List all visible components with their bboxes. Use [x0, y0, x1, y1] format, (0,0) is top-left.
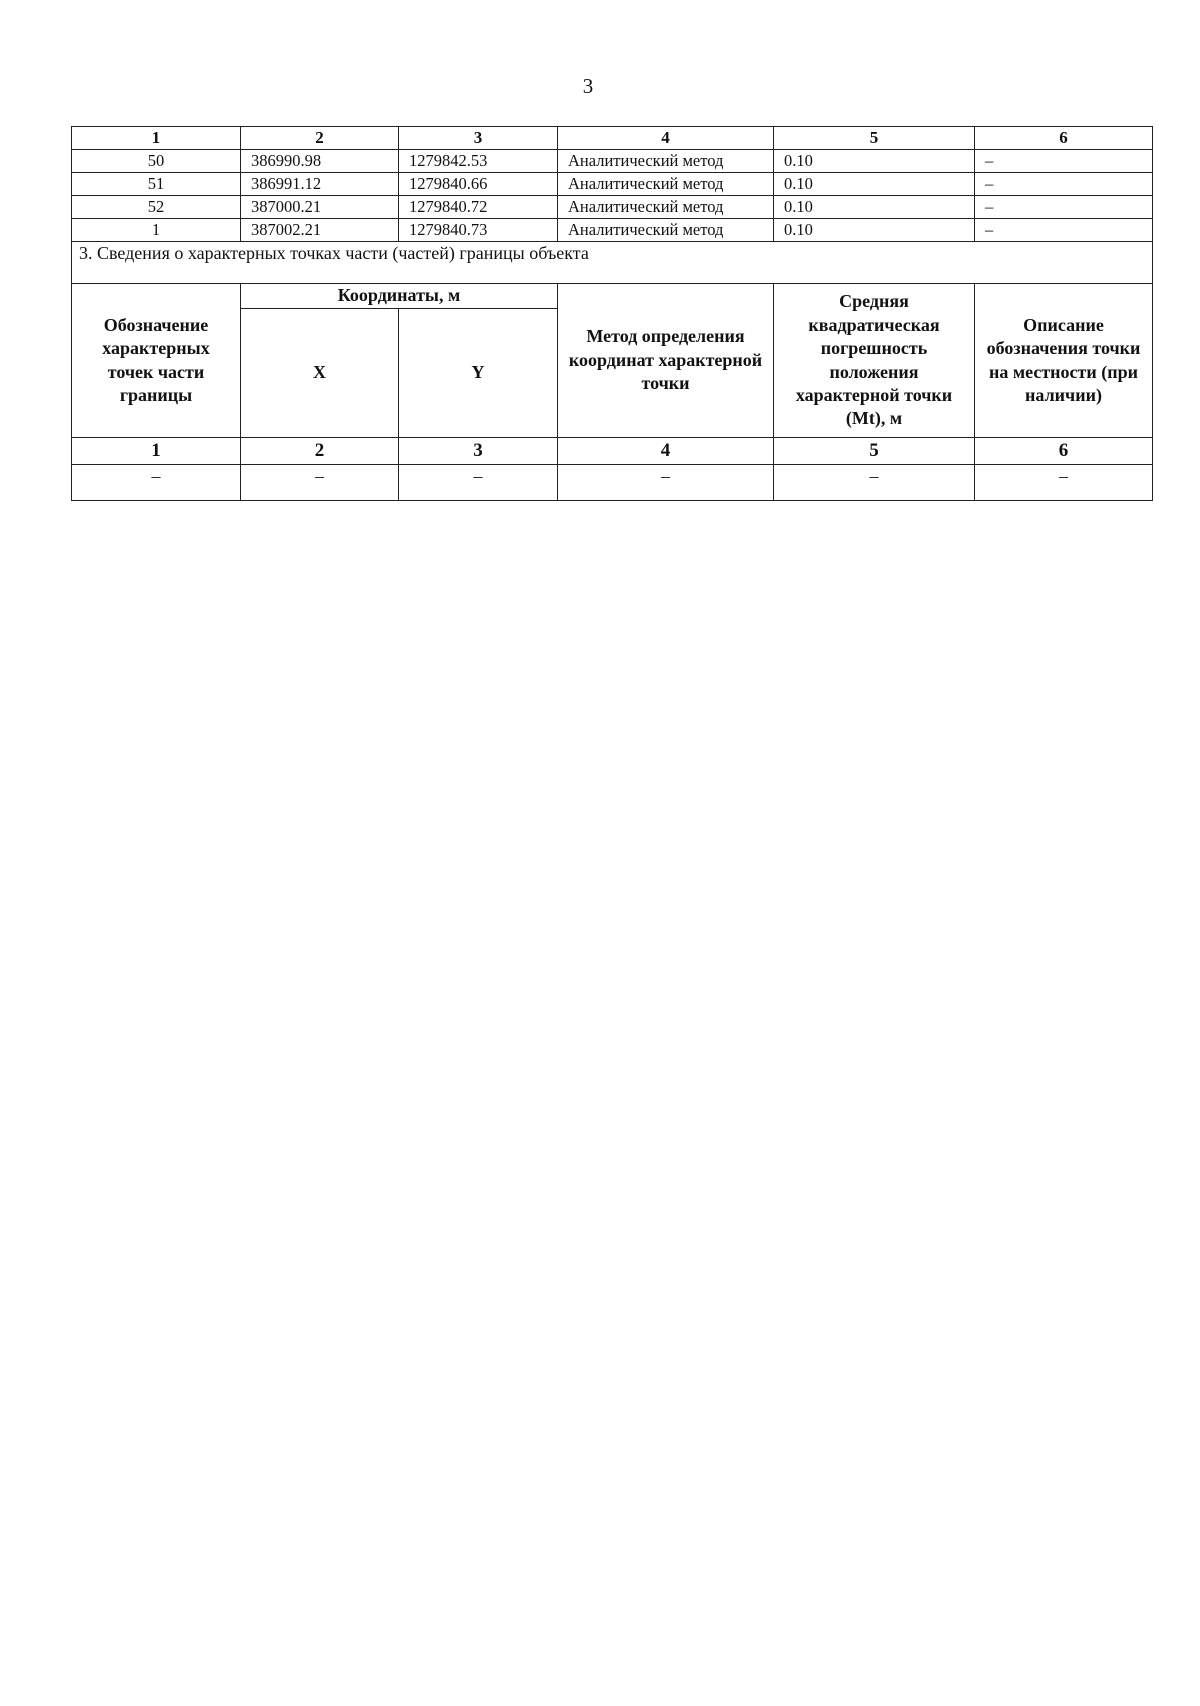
description-cell: – [975, 173, 1153, 196]
table-row [72, 219, 1153, 242]
table-row [72, 465, 1153, 501]
column-number-row [72, 127, 1153, 150]
x-cell: 387000.21 [241, 196, 399, 219]
column-number-row [72, 438, 1153, 465]
x-cell: 386990.98 [241, 150, 399, 173]
y-cell: 1279840.66 [399, 173, 558, 196]
column-number: 5 [774, 127, 975, 150]
coordinates-table [71, 126, 1153, 501]
column-number: 6 [975, 127, 1153, 150]
error-cell: 0.10 [774, 150, 975, 173]
column-number: 2 [241, 127, 399, 150]
column-number: 1 [72, 127, 241, 150]
y-cell: – [399, 465, 558, 501]
x-cell: – [241, 465, 399, 501]
header-method: Метод определения координат характерной точки [558, 284, 774, 438]
column-number: 5 [774, 438, 975, 465]
method-cell: Аналитический метод [558, 150, 774, 173]
method-cell: Аналитический метод [558, 173, 774, 196]
y-cell: 1279842.53 [399, 150, 558, 173]
column-number: 3 [399, 127, 558, 150]
x-cell: 387002.21 [241, 219, 399, 242]
header-coordinates: Координаты, м [241, 284, 558, 309]
header-description: Описание обозначения точки на местности (при наличии) [975, 284, 1153, 438]
column-number: 3 [399, 438, 558, 465]
header-x: X [241, 309, 399, 438]
column-number: 4 [558, 438, 774, 465]
column-number: 1 [72, 438, 241, 465]
header-y: Y [399, 309, 558, 438]
y-cell: 1279840.73 [399, 219, 558, 242]
column-number: 2 [241, 438, 399, 465]
header-designation: Обозначение характерных точек части границы [72, 284, 241, 438]
method-cell: Аналитический метод [558, 219, 774, 242]
description-cell: – [975, 196, 1153, 219]
page-number: 3 [582, 74, 594, 98]
point-cell: 50 [72, 150, 241, 173]
point-cell: 52 [72, 196, 241, 219]
section-title: 3. Сведения о характерных точках части (частей) границы объекта [72, 242, 1153, 284]
table-row [72, 150, 1153, 173]
error-cell: 0.10 [774, 196, 975, 219]
method-cell: Аналитический метод [558, 196, 774, 219]
header-error: Средняя квадратическая погрешность положения характерной точки (Mt), м [774, 284, 975, 438]
column-number: 4 [558, 127, 774, 150]
column-number: 6 [975, 438, 1153, 465]
y-cell: 1279840.72 [399, 196, 558, 219]
error-cell: – [774, 465, 975, 501]
description-cell: – [975, 465, 1153, 501]
table-row [72, 196, 1153, 219]
section-title-row [72, 242, 1153, 284]
error-cell: 0.10 [774, 219, 975, 242]
error-cell: 0.10 [774, 173, 975, 196]
description-cell: – [975, 219, 1153, 242]
point-cell: – [72, 465, 241, 501]
point-cell: 1 [72, 219, 241, 242]
description-cell: – [975, 150, 1153, 173]
method-cell: – [558, 465, 774, 501]
x-cell: 386991.12 [241, 173, 399, 196]
header-row [72, 284, 1153, 309]
point-cell: 51 [72, 173, 241, 196]
table-row [72, 173, 1153, 196]
